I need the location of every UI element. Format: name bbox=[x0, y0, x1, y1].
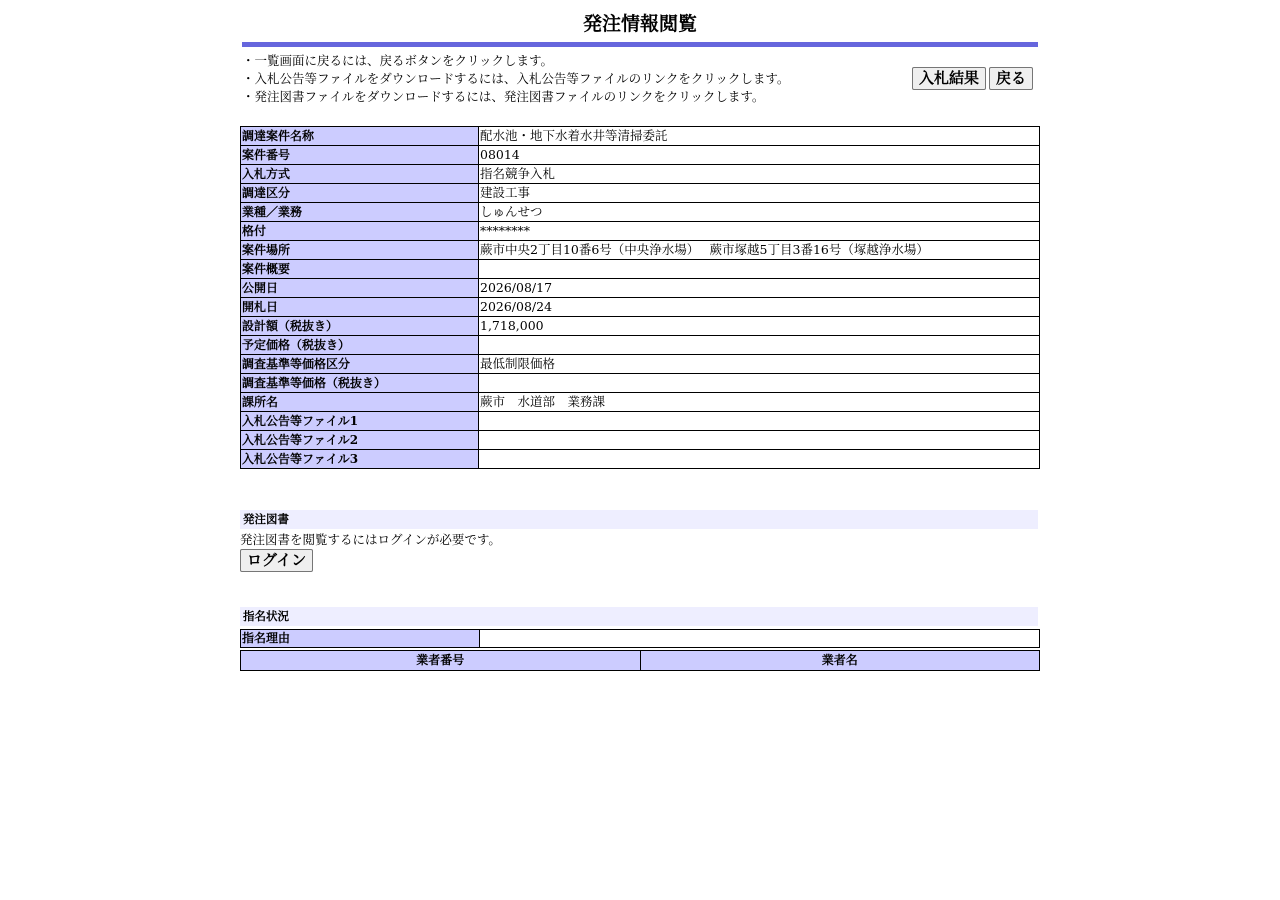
info-row-label: 格付 bbox=[241, 222, 479, 241]
info-row bbox=[241, 165, 1040, 184]
login-button[interactable]: ログイン bbox=[240, 549, 313, 572]
info-row-label: 調査基準等価格区分 bbox=[241, 355, 479, 374]
info-row bbox=[241, 431, 1040, 450]
info-row-value: 2026/08/24 bbox=[479, 298, 1040, 317]
info-row-label: 課所名 bbox=[241, 393, 479, 412]
info-row-label: 業種／業務 bbox=[241, 203, 479, 222]
info-row-label: 公開日 bbox=[241, 279, 479, 298]
info-row-label: 案件概要 bbox=[241, 260, 479, 279]
info-row-label: 開札日 bbox=[241, 298, 479, 317]
note-line: ・発注図書ファイルをダウンロードするには、発注図書ファイルのリンクをクリックします。 bbox=[242, 89, 765, 104]
info-row bbox=[241, 279, 1040, 298]
login-required-message: 発注図書を閲覧するにはログインが必要です。 bbox=[240, 532, 501, 547]
vendor-header-row bbox=[241, 651, 1040, 671]
info-row bbox=[241, 260, 1040, 279]
nomination-reason-row bbox=[241, 630, 1040, 648]
documents-heading: 発注図書 bbox=[240, 510, 1038, 529]
info-row-label: 入札公告等ファイル1 bbox=[241, 412, 479, 431]
info-row-value bbox=[479, 374, 1040, 393]
note-line: ・入札公告等ファイルをダウンロードするには、入札公告等ファイルのリンクをクリックします。 bbox=[242, 71, 790, 86]
info-row-value: 建設工事 bbox=[479, 184, 1040, 203]
instruction-notes bbox=[242, 52, 882, 106]
info-row-value: 08014 bbox=[479, 146, 1040, 165]
vendor-name-header: 業者名 bbox=[640, 651, 1040, 671]
info-row-label: 案件場所 bbox=[241, 241, 479, 260]
info-row-value: 蕨市中央2丁目10番6号（中央浄水場） 蕨市塚越5丁目3番16号（塚越浄水場） bbox=[479, 241, 1040, 260]
info-row-label: 設計額（税抜き） bbox=[241, 317, 479, 336]
info-row-value: 最低制限価格 bbox=[479, 355, 1040, 374]
info-row-value bbox=[479, 431, 1040, 450]
info-row bbox=[241, 450, 1040, 469]
bid-result-button[interactable]: 入札結果 bbox=[912, 67, 986, 90]
info-row-value: しゅんせつ bbox=[479, 203, 1040, 222]
top-button-group bbox=[912, 67, 1033, 90]
info-row-value bbox=[479, 412, 1040, 431]
info-row bbox=[241, 241, 1040, 260]
info-row-value: 1,718,000 bbox=[479, 317, 1040, 336]
info-row bbox=[241, 336, 1040, 355]
info-row-value bbox=[479, 260, 1040, 279]
info-row-label: 入札公告等ファイル2 bbox=[241, 431, 479, 450]
back-button[interactable]: 戻る bbox=[989, 67, 1033, 90]
info-row-label: 入札公告等ファイル3 bbox=[241, 450, 479, 469]
info-row bbox=[241, 393, 1040, 412]
order-info-table bbox=[240, 126, 1040, 469]
nomination-heading: 指名状況 bbox=[240, 607, 1038, 626]
info-row bbox=[241, 146, 1040, 165]
page-title: 発注情報閲覧 bbox=[582, 13, 697, 35]
title-divider bbox=[242, 42, 1038, 47]
vendor-table bbox=[240, 650, 1040, 671]
info-row bbox=[241, 412, 1040, 431]
info-row-value bbox=[479, 336, 1040, 355]
nomination-reason-value bbox=[480, 630, 1040, 648]
nomination-reason-label: 指名理由 bbox=[241, 630, 480, 648]
info-row-label: 入札方式 bbox=[241, 165, 479, 184]
info-row-label: 案件番号 bbox=[241, 146, 479, 165]
info-row bbox=[241, 203, 1040, 222]
vendor-number-header: 業者番号 bbox=[241, 651, 641, 671]
info-row bbox=[241, 222, 1040, 241]
info-row-value: 指名競争入札 bbox=[479, 165, 1040, 184]
info-row-value: 蕨市 水道部 業務課 bbox=[479, 393, 1040, 412]
info-row-label: 調達区分 bbox=[241, 184, 479, 203]
info-row-value: ******** bbox=[479, 222, 1040, 241]
info-row bbox=[241, 317, 1040, 336]
info-row-value: 配水池・地下水着水井等清掃委託 bbox=[479, 127, 1040, 146]
info-row-label: 調達案件名称 bbox=[241, 127, 479, 146]
info-row bbox=[241, 184, 1040, 203]
info-row-label: 予定価格（税抜き） bbox=[241, 336, 479, 355]
info-row-label: 調査基準等価格（税抜き） bbox=[241, 374, 479, 393]
info-row bbox=[241, 298, 1040, 317]
info-row bbox=[241, 127, 1040, 146]
info-row bbox=[241, 374, 1040, 393]
note-line: ・一覧画面に戻るには、戻るボタンをクリックします。 bbox=[242, 53, 554, 68]
nomination-reason-table bbox=[240, 629, 1040, 648]
info-row bbox=[241, 355, 1040, 374]
info-row-value: 2026/08/17 bbox=[479, 279, 1040, 298]
info-row-value bbox=[479, 450, 1040, 469]
